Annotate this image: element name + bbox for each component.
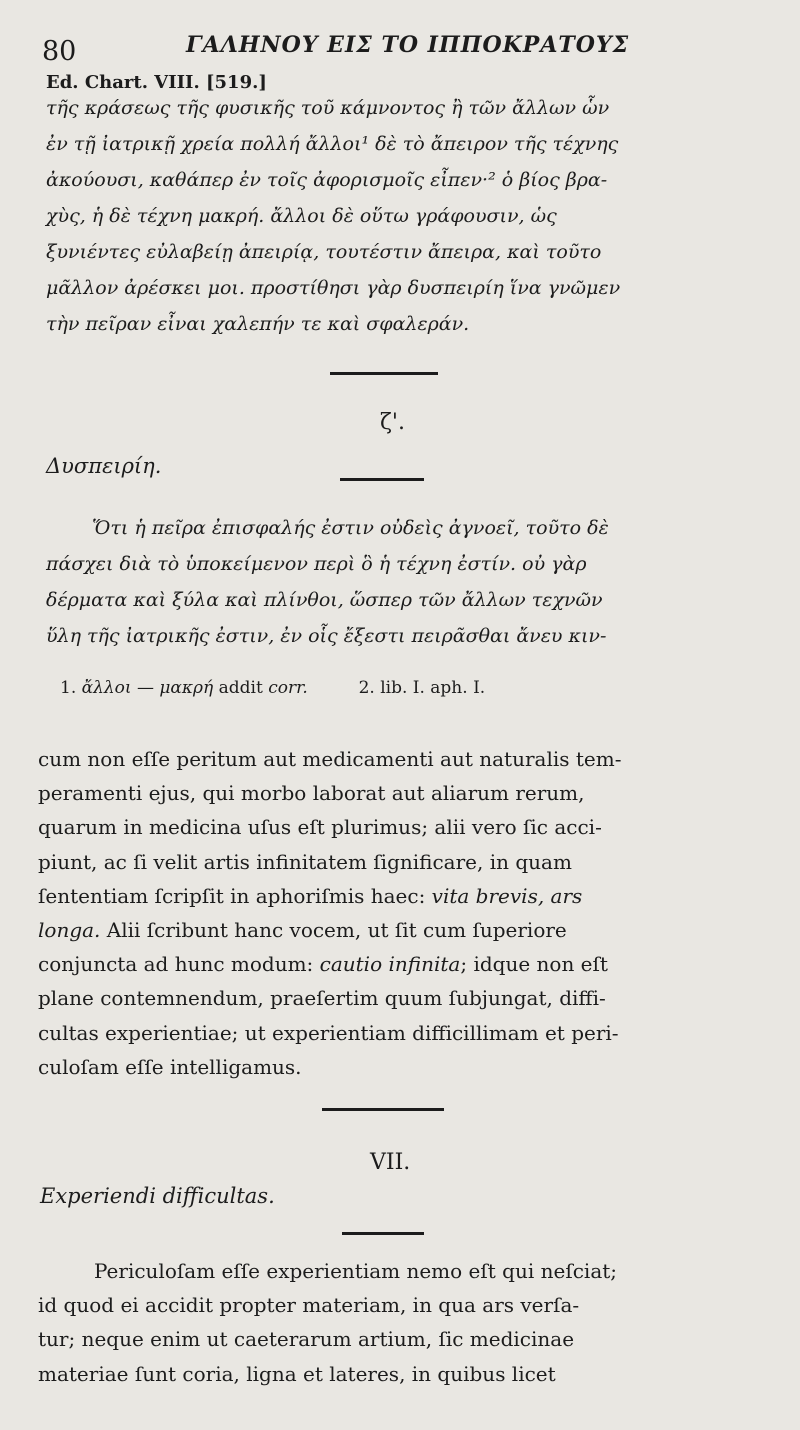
section-heading-greek: Δυσπειρίη.	[46, 454, 162, 478]
text-line: πάσχει διὰ τὸ ὑποκείμενον περὶ ὃ ἡ τέχνη ἐστίν. οὐ γὰρ	[46, 553, 587, 575]
text-line: μᾶλλον ἀρέσκει μοι. προστίθησι γὰρ δυσπειρίη ἵνα γνῶμεν	[46, 277, 621, 299]
text-span: ſententiam ſcripſit in aphoriſmis haec:	[38, 883, 432, 908]
text-line: Periculoſam eſſe experientiam nemo eſt qui neſciat;	[94, 1259, 618, 1283]
text-line: χὺς, ἡ δὲ τέχνη μακρή. ἄλλοι δὲ οὕτω γράφουσιν, ὡς	[46, 205, 557, 227]
page-number: 80	[42, 36, 77, 67]
text-span: Alii ſcribunt hanc vocem, ut ſit cum ſuperiore	[100, 917, 567, 942]
text-line: peramenti ejus, qui morbo laborat aut aliarum rerum,	[38, 781, 585, 806]
text-line: cultas experientiae; ut experientiam difficillimam et peri-	[38, 1020, 619, 1045]
text-line	[38, 879, 768, 913]
running-title: ΓΑΛΗΝΟΥ ΕΙΣ ΤΟ ΙΠΠΟΚΡΑΤΟΥΣ	[186, 32, 630, 58]
text-line: cum non eſſe peritum aut medicamenti aut naturalis tem-	[38, 747, 622, 771]
text-line: ὕλη τῆς ἰατρικῆς ἐστιν, ἐν οἷς ἔξεστι πειρᾶσθαι ἄνευ κιν-	[46, 625, 607, 647]
text-line: ξυνιέντες εὐλαβείῃ ἀπειρίᾳ, τουτέστιν ἄπειρα, καὶ τοῦτο	[46, 241, 602, 263]
text-line: materiae ſunt coria, ligna et lateres, in quibus licet	[38, 1361, 556, 1386]
section-number-greek: ζ'.	[380, 410, 405, 435]
greek-paragraph-1	[46, 90, 766, 342]
footnote-1-abbr: corr.	[268, 678, 308, 698]
text-line	[38, 913, 768, 947]
text-line: τὴν πεῖραν εἶναι χαλεπήν τε καὶ σφαλεράν.	[46, 313, 470, 335]
text-line: plane contemnendum, praeſertim quum ſubjungat, diffi-	[38, 986, 606, 1011]
section-heading-latin: Experiendi difficultas.	[40, 1184, 275, 1208]
heading-divider	[342, 1232, 424, 1235]
greek-paragraph-2	[46, 510, 766, 654]
text-line: ἀκούουσι, καθάπερ ἐν τοῖς ἀφορισμοῖς εἶπεν·² ὁ βίος βρα-	[46, 169, 608, 191]
text-line: id quod ei accidit propter materiam, in qua ars verſa-	[38, 1293, 580, 1318]
text-line: culoſam eſſe intelligamus.	[38, 1054, 302, 1079]
text-line: δέρματα καὶ ξύλα καὶ πλίνθοι, ὥσπερ τῶν ἄλλων τεχνῶν	[46, 589, 603, 611]
text-span: conjuncta ad hunc modum:	[38, 952, 320, 977]
text-line: tur; neque enim ut caeterarum artium, ſic medicinae	[38, 1327, 575, 1352]
footnote-2: 2. lib. I. aph. I.	[358, 678, 486, 698]
latin-paragraph-1	[38, 742, 768, 1084]
text-line: τῆς κράσεως τῆς φυσικῆς τοῦ κάμνοντος ἢ τῶν ἄλλων ὧν	[46, 97, 610, 119]
text-span: ; idque non eſt	[460, 952, 608, 977]
text-line: quarum in medicina uſus eſt plurimus; alii vero ſic acci-	[38, 815, 602, 840]
section-divider	[322, 1108, 444, 1111]
text-line	[38, 947, 768, 981]
footnote-1-number: 1.	[60, 678, 77, 698]
footnote-1-text: addit	[218, 678, 263, 698]
footnote-1-greek: ἄλλοι — μακρή	[81, 678, 214, 698]
text-line: Ὅτι ἡ πεῖρα ἐπισφαλής ἐστιν οὐδεὶς ἀγνοεῖ, τοῦτο δὲ	[92, 517, 609, 539]
section-number-latin: VII.	[370, 1150, 411, 1175]
italic-quote: vita brevis, ars	[431, 883, 583, 908]
footnotes	[60, 678, 485, 698]
latin-paragraph-2	[38, 1254, 768, 1391]
section-divider	[330, 372, 438, 375]
text-line: ἐν τῇ ἰατρικῇ χρεία πολλή ἄλλοι¹ δὲ τὸ ἄπειρον τῆς τέχνης	[46, 133, 619, 155]
italic-quote: cautio infinita	[319, 952, 461, 977]
text-line: piunt, ac ſi velit artis infinitatem ſignificare, in quam	[38, 849, 572, 874]
italic-quote: longa.	[38, 917, 101, 942]
heading-divider	[340, 478, 424, 481]
edition-reference: Ed. Chart. VIII. [519.]	[46, 72, 267, 93]
